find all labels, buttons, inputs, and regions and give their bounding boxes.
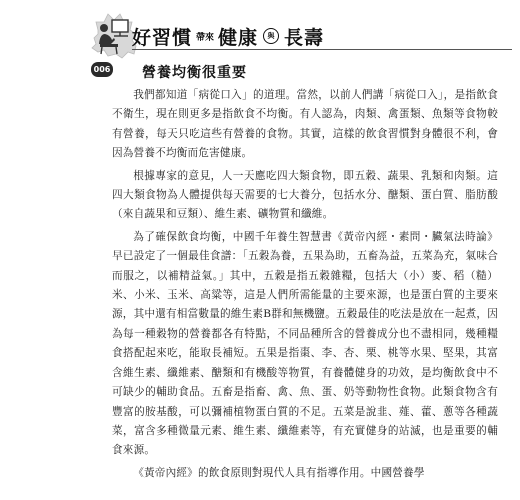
paragraph: 《黃帝內經》的飲食原則對現代人具有指導作用。中國營養學 <box>133 466 425 479</box>
paragraph: 根據專家的意見，人一天應吃四大類食物，即五穀、蔬果、乳類和肉類。這四大類食物為人體提供每天需要的七大養分，包括水分、醣類、蛋白質、脂肪酸（來自蔬果和豆類）、維生素、礦物質和纖維。 <box>112 169 498 221</box>
running-header <box>132 24 324 48</box>
header-circle-badge: 與 <box>263 28 279 44</box>
page-number: 006 <box>91 62 113 77</box>
header-rule <box>132 49 512 50</box>
header-title-part3: 長壽 <box>284 26 325 49</box>
header-title-part2: 健康 <box>218 26 259 49</box>
header-title-part1: 好習慣 <box>132 26 193 49</box>
paragraph: 為了確保飲食均衡，中國千年養生智慧書《黃帝內經・素問・臟氣法時論》早已設定了一個最佳食譜：「五穀為養，五果為助，五畜為益，五菜為充，氣味合而服之，以補精益氣。」其中，五穀是指五穀雜糧，包括大（小）麥、稻（糙）米、小米、玉米、高粱等，這是人們所需能量的主要來源，也是蛋白質的主要來源，其中還有相當數量的維生素B群和無機鹽。五穀最佳的吃法是放在一起煮，因為每一種穀物的營養都各有特點，不同品種所含的營養成分也不盡相同，幾種糧食搭配起來吃，能取長補短。五果是指棗、李、杏、栗、桃等水果、堅果，其富含維生素、纖維素、醣類和有機酸等物質，有養體健身的功效，是均衡飲食中不可缺少的輔助食品。五畜是指畜、禽、魚、蛋、奶等動物性食物。此類食物含有豐富的胺基酸，可以彌補植物蛋白質的不足。五菜是說韭、薤、藿、蔥等各種蔬菜，富含多種微量元素、維生素、纖維素等，有充實健身的站滅，也是重要的輔食來源。 <box>112 230 498 457</box>
section-title: 營養均衡很重要 <box>142 65 247 81</box>
paragraph: 我們都知道「病從口入」的道理。當然，以前人們講「病從口入」，是指飲食不衛生，現在則更多是指飲食不均衡。有人認為，肉類、禽蛋類、魚類等食物較有營養，每天只吃這些有營養的食物。其實，這樣的飲食習慣對身體很不利，會因為營養不均衡而危害健康。 <box>112 89 498 160</box>
header-title-connector: 帶來 <box>196 32 215 43</box>
body-text <box>112 86 498 483</box>
